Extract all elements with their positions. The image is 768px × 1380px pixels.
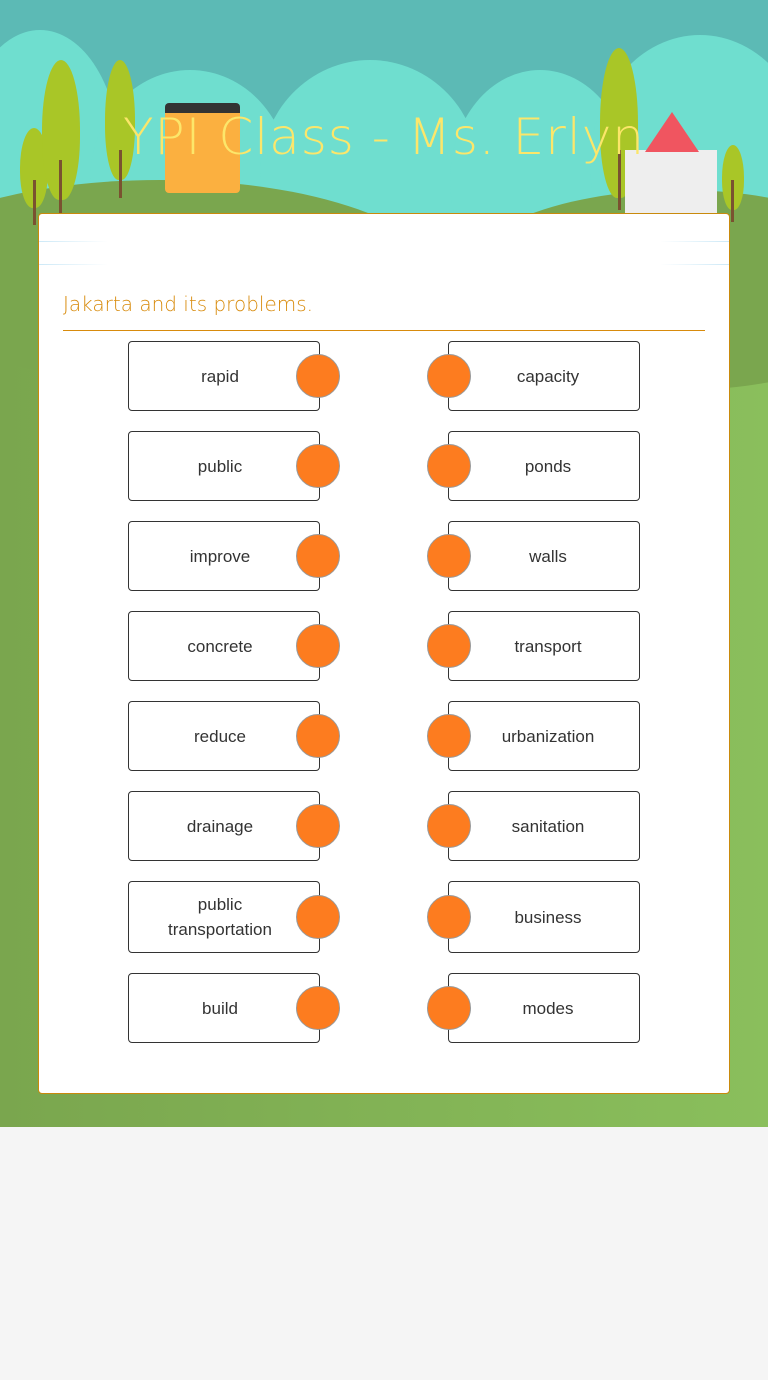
left-match-item[interactable] [128, 701, 320, 771]
item-label: business [514, 907, 582, 927]
right-connector-dot[interactable] [427, 895, 471, 939]
left-connector-dot[interactable] [296, 804, 340, 848]
item-label: transport [514, 636, 582, 656]
left-connector-dot[interactable] [296, 534, 340, 578]
item-label: rapid [201, 366, 239, 386]
divider [63, 330, 705, 331]
item-label: public transportation [168, 895, 272, 939]
right-connector-dot[interactable] [427, 624, 471, 668]
right-match-item[interactable] [448, 521, 640, 591]
left-connector-dot[interactable] [296, 714, 340, 758]
item-label: public [197, 456, 243, 476]
item-label: modes [522, 998, 574, 1018]
left-connector-dot[interactable] [296, 354, 340, 398]
left-match-item[interactable] [128, 431, 320, 501]
item-label: ponds [524, 456, 572, 476]
item-label: urbanization [501, 726, 595, 746]
left-connector-dot[interactable] [296, 624, 340, 668]
right-match-item[interactable] [448, 431, 640, 501]
left-match-item[interactable] [128, 881, 320, 953]
item-label: sanitation [511, 816, 585, 836]
right-connector-dot[interactable] [427, 804, 471, 848]
left-connector-dot[interactable] [296, 986, 340, 1030]
right-connector-dot[interactable] [427, 354, 471, 398]
worksheet-card [38, 213, 730, 1094]
left-match-item[interactable] [128, 973, 320, 1043]
left-connector-dot[interactable] [296, 444, 340, 488]
left-match-item[interactable] [128, 791, 320, 861]
right-match-item[interactable] [448, 881, 640, 953]
left-match-item[interactable] [128, 341, 320, 411]
item-label: build [202, 998, 238, 1018]
right-match-item[interactable] [448, 973, 640, 1043]
item-label: drainage [186, 816, 254, 836]
worksheet-heading: Jakarta and its problems. [63, 292, 314, 316]
item-label: reduce [194, 726, 246, 746]
right-connector-dot[interactable] [427, 986, 471, 1030]
page-title: YPI Class - Ms. Erlyn [122, 108, 645, 166]
right-connector-dot[interactable] [427, 714, 471, 758]
item-label: walls [529, 546, 567, 566]
left-match-item[interactable] [128, 611, 320, 681]
left-match-item[interactable] [128, 521, 320, 591]
item-label: improve [189, 546, 251, 566]
right-connector-dot[interactable] [427, 534, 471, 578]
right-connector-dot[interactable] [427, 444, 471, 488]
right-match-item[interactable] [448, 341, 640, 411]
right-match-item[interactable] [448, 611, 640, 681]
left-connector-dot[interactable] [296, 895, 340, 939]
right-match-item[interactable] [448, 701, 640, 771]
item-label: capacity [516, 366, 580, 386]
item-label: concrete [187, 636, 253, 656]
right-match-item[interactable] [448, 791, 640, 861]
